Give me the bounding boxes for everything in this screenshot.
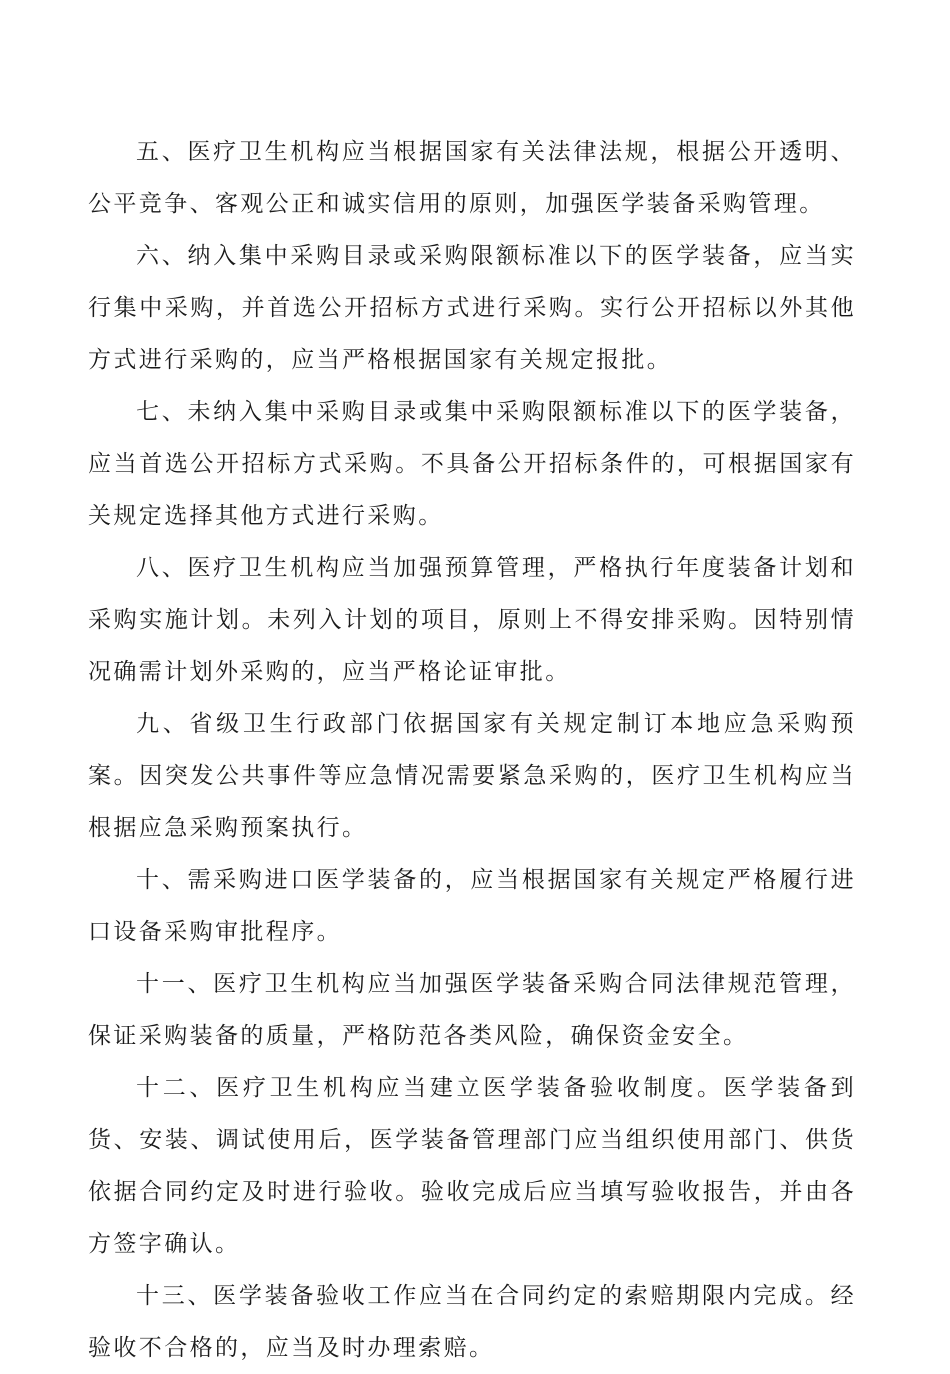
paragraph-13: 十三、医学装备验收工作应当在合同约定的索赔期限内完成。经验收不合格的，应当及时办理索赔。	[88, 1283, 856, 1361]
paragraph-9: 九、省级卫生行政部门依据国家有关规定制订本地应急采购预案。因突发公共事件等应急情况需要紧急采购的，医疗卫生机构应当根据应急采购预案执行。	[88, 711, 856, 841]
paragraph-8: 八、医疗卫生机构应当加强预算管理，严格执行年度装备计划和采购实施计划。未列入计划的项目，原则上不得安排采购。因特别情况确需计划外采购的，应当严格论证审批。	[88, 555, 856, 685]
paragraph-6: 六、纳入集中采购目录或采购限额标准以下的医学装备，应当实行集中采购，并首选公开招标方式进行采购。实行公开招标以外其他方式进行采购的，应当严格根据国家有关规定报批。	[88, 243, 856, 373]
paragraph-10: 十、需采购进口医学装备的，应当根据国家有关规定严格履行进口设备采购审批程序。	[88, 867, 856, 945]
paragraph-7: 七、未纳入集中采购目录或集中采购限额标准以下的医学装备，应当首选公开招标方式采购。不具备公开招标条件的，可根据国家有关规定选择其他方式进行采购。	[88, 399, 856, 529]
paragraph-5: 五、医疗卫生机构应当根据国家有关法律法规，根据公开透明、公平竞争、客观公正和诚实信用的原则，加强医学装备采购管理。	[88, 139, 856, 217]
paragraph-11: 十一、医疗卫生机构应当加强医学装备采购合同法律规范管理，保证采购装备的质量，严格防范各类风险，确保资金安全。	[88, 971, 856, 1049]
document-body	[88, 126, 856, 1374]
paragraph-12: 十二、医疗卫生机构应当建立医学装备验收制度。医学装备到货、安装、调试使用后，医学装备管理部门应当组织使用部门、供货依据合同约定及时进行验收。验收完成后应当填写验收报告，并由各方签字确认。	[88, 1075, 856, 1257]
